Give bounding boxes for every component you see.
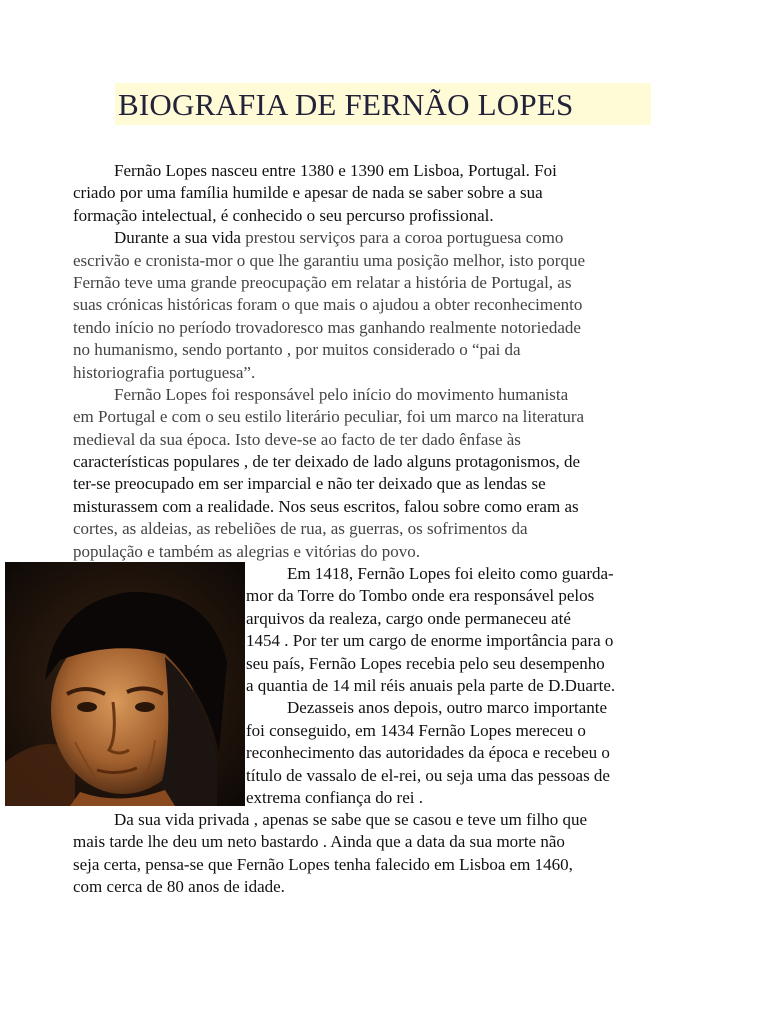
text-line: Dezasseis anos depois, outro marco importante — [287, 698, 608, 718]
text-line: ter-se preocupado em ser imparcial e não ter deixado que as lendas se — [73, 474, 546, 494]
text-line: medieval da sua época. Isto deve-se ao facto de ter dado ênfase às — [73, 429, 521, 449]
text-line: título de vassalo de el-rei, ou seja uma das pessoas de — [246, 765, 610, 785]
text-line: extrema confiança do rei . — [246, 787, 423, 807]
text-line: com cerca de 80 anos de idade. — [73, 877, 285, 897]
text-line: foi conseguido, em 1434 Fernão Lopes mereceu o — [246, 720, 586, 740]
text-line: 1454 . Por ter um cargo de enorme importância para o — [246, 631, 614, 651]
text-line: tendo início no período trovadoresco mas ganhando realmente notoriedade — [73, 317, 581, 337]
text-line: cortes, as aldeias, as rebeliões de rua, as guerras, os sofrimentos da — [73, 519, 528, 539]
text-line: em Portugal e com o seu estilo literário peculiar, foi um marco na literatura — [73, 407, 585, 427]
text-line: escrivão e cronista-mor o que lhe garantiu uma posição melhor, isto porque — [73, 250, 585, 270]
text-line: Em 1418, Fernão Lopes foi eleito como guarda- — [287, 564, 614, 583]
text-line: Fernão teve uma grande preocupação em relatar a história de Portugal, as — [73, 272, 572, 292]
paragraph-6 — [73, 809, 698, 899]
text-line: misturassem com a realidade. Nos seus escritos, falou sobre como eram as — [73, 496, 579, 516]
text-line: seu país, Fernão Lopes recebia pelo seu desempenho — [246, 653, 605, 673]
text-span: Durante a sua vida — [114, 228, 241, 248]
text-line: Fernão Lopes foi responsável pelo início do movimento humanista — [114, 384, 569, 404]
text-line: mais tarde lhe deu um neto bastardo . Ainda que a data da sua morte não — [73, 832, 565, 852]
text-line: seja certa, pensa-se que Fernão Lopes tenha falecido em Lisboa em 1460, — [73, 854, 573, 874]
text-line: no humanismo, sendo portanto , por muitos considerado o “pai da — [73, 340, 521, 360]
text-line: população e também as alegrias e vitórias do povo. — [73, 541, 420, 561]
paragraph-4 — [246, 563, 696, 809]
text-line: historiografia portuguesa”. — [73, 362, 256, 382]
text-line: Fernão Lopes nasceu entre 1380 e 1390 em Lisboa, Portugal. Foi — [114, 161, 557, 180]
text-line: formação intelectual, é conhecido o seu percurso profissional. — [73, 205, 494, 225]
paragraph-1 — [73, 160, 698, 563]
page-title: BIOGRAFIA DE FERNÃO LOPES — [118, 87, 574, 122]
text-line: mor da Torre do Tombo onde era responsável pelos — [246, 586, 595, 606]
text-line: reconhecimento das autoridades da época e recebeu o — [246, 743, 610, 763]
portrait-image — [5, 562, 245, 806]
text-line: a quantia de 14 mil réis anuais pela parte de D.Duarte. — [246, 675, 616, 695]
text-line: criado por uma família humilde e apesar de nada se saber sobre a sua — [73, 183, 543, 203]
text-line — [73, 227, 698, 249]
text-line: características populares , de ter deixado de lado alguns protagonismos, de — [73, 452, 580, 472]
text-line: suas crónicas históricas foram o que mais o ajudou a obter reconhecimento — [73, 295, 583, 315]
text-line: arquivos da realeza, cargo onde permaneceu até — [246, 608, 571, 628]
text-span: prestou serviços para a coroa portuguesa como — [240, 228, 564, 248]
text-line: Da sua vida privada , apenas se sabe que se casou e teve um filho que — [114, 810, 587, 829]
